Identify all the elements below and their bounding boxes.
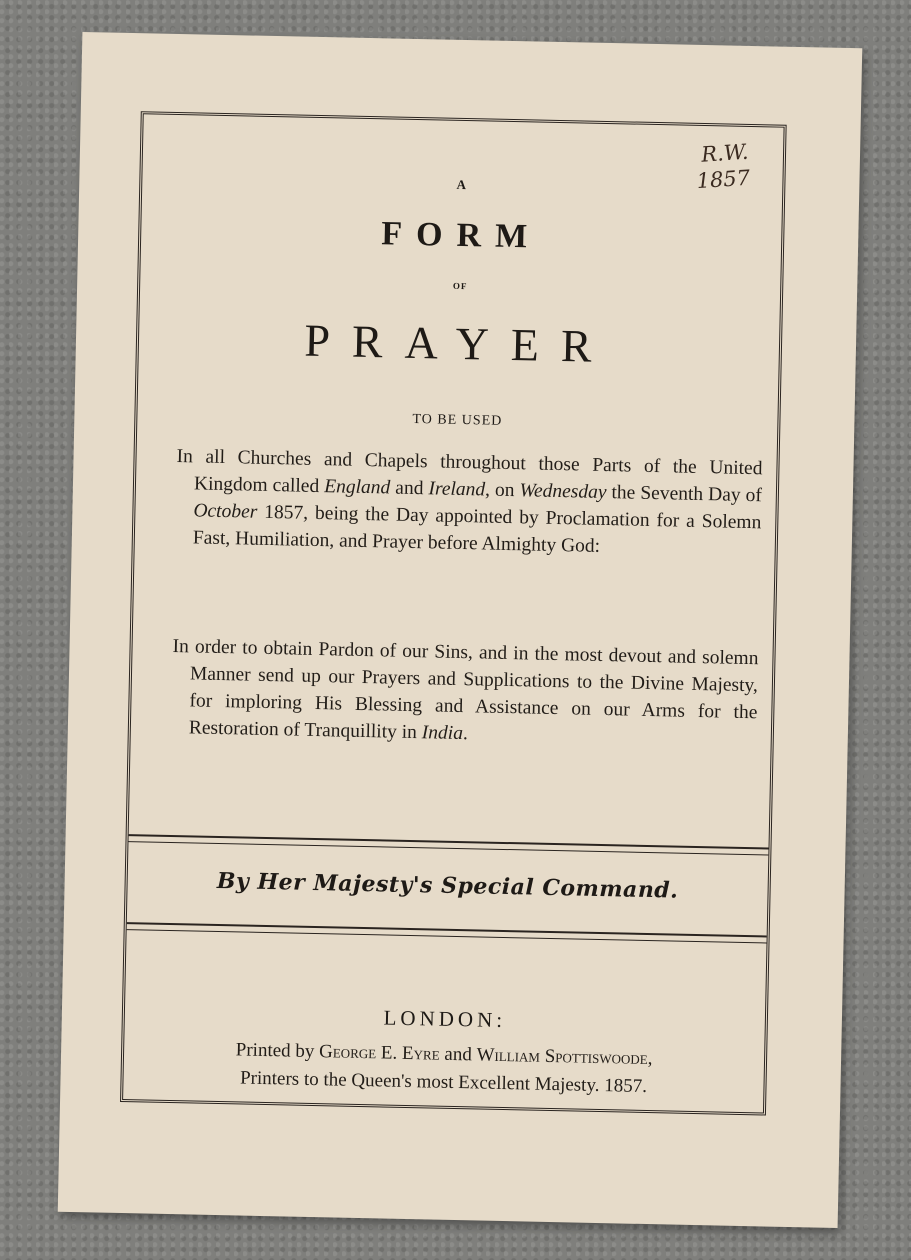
imprint-city: LONDON:: [383, 1005, 507, 1033]
p1-ireland: Ireland: [428, 478, 486, 501]
p1-wednesday: Wednesday: [519, 480, 607, 504]
printed-sheet: [58, 32, 863, 1228]
purpose-paragraph: [171, 633, 759, 753]
title-of: OF: [452, 280, 468, 292]
imprint-line2: Printers to the Queen's most Excellent Majesty. 1857.: [239, 1067, 648, 1098]
p1-text-b: and: [390, 477, 429, 500]
p1-text-e: 1857, being the Day appointed by Proclamation for a Solemn Fast, Humiliation, and Prayer before Almighty God:: [192, 501, 762, 557]
title-prayer: PRAYER: [303, 314, 615, 373]
imprint-printers: Printed by George E. Eyre and William Spottiswoode, Printers to the Queen's most Excellent Majesty. 1857.: [235, 1039, 653, 1098]
imprint-printed-by: Printed by: [235, 1039, 320, 1063]
title-article: A: [456, 176, 469, 193]
p2-india: India: [421, 722, 464, 745]
p1-text-d: the Seventh Day of: [606, 482, 763, 507]
handwritten-initials: R.W.: [700, 139, 749, 167]
p1-october: October: [193, 500, 258, 523]
page-border-frame: [120, 111, 787, 1115]
imprint-printer-eyre: George E. Eyre: [318, 1041, 440, 1065]
p1-text-c: , on: [484, 479, 520, 502]
p2-text-b: .: [462, 723, 469, 745]
imprint-printer-spottiswoode: William Spottiswoode: [476, 1044, 648, 1070]
title-form: FORM: [380, 215, 542, 256]
divider-rule-bottom: [127, 922, 767, 943]
royal-command-line: By Her Majesty's Special Command.: [216, 867, 679, 904]
p1-england: England: [323, 476, 391, 499]
occasion-paragraph: [175, 443, 763, 563]
p1-text-a: In all Churches and Chapels throughout those Parts of the United Kingdom called: [176, 446, 763, 498]
divider-rule-top: [128, 834, 768, 855]
p2-text-a: In order to obtain Pardon of our Sins, and in the most devout and solemn Manner send up our Prayers and Supplications to the Divine Majesty, for imploring His Blessing and Assistance on our Arms for the Restoration of Tranquillity in: [172, 635, 759, 744]
imprint-and: and: [439, 1043, 477, 1066]
handwritten-year: 1857: [695, 165, 751, 194]
title-to-be-used: TO BE USED: [412, 411, 503, 429]
